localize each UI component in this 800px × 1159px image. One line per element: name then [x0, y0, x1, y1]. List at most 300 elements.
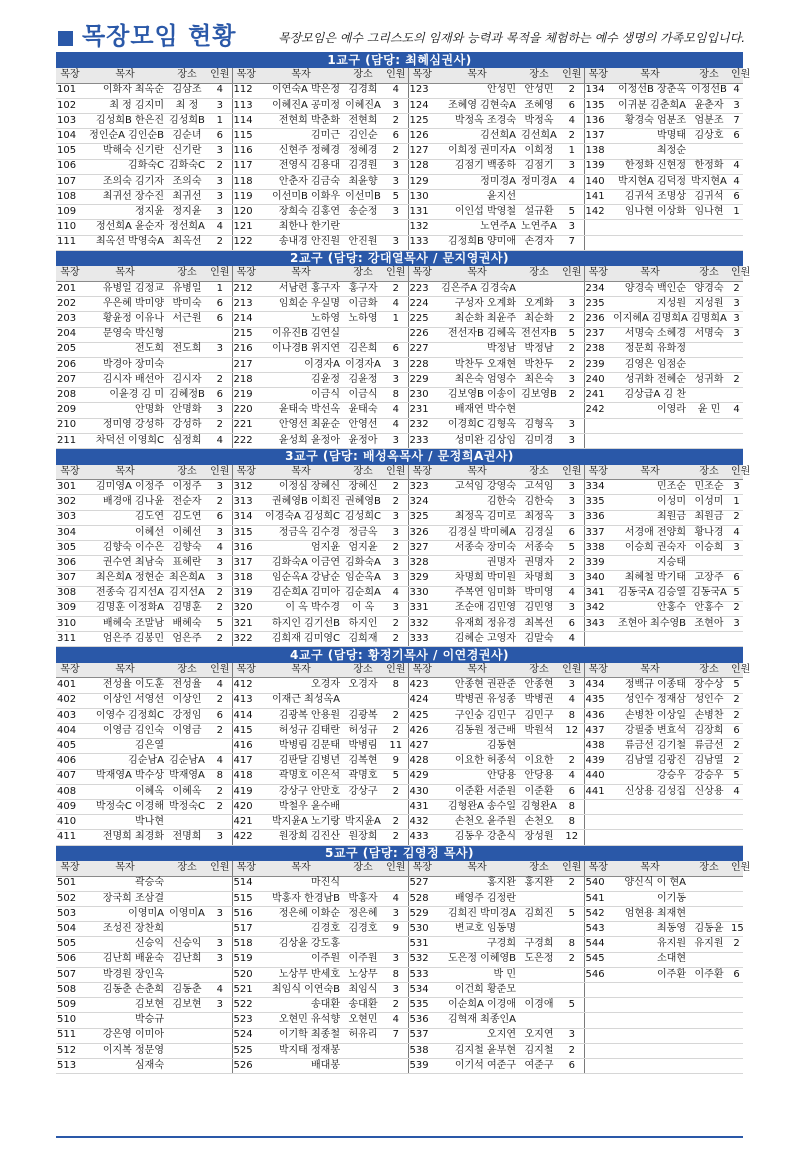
column-header: 목장	[232, 68, 260, 83]
member-count: 5	[384, 769, 408, 784]
meeting-place: 김인순	[342, 129, 384, 144]
member-count: 2	[384, 708, 408, 723]
group-number: 321	[232, 616, 260, 631]
meeting-place: 김광복	[342, 708, 384, 723]
group-number: 223	[408, 281, 436, 296]
member-count: 1	[560, 144, 584, 159]
group-number: 125	[408, 114, 436, 129]
column-header: 목자	[260, 663, 342, 678]
member-count: 4	[208, 983, 232, 998]
column-header-row	[56, 465, 743, 480]
meeting-place	[518, 190, 560, 205]
column-header: 목장	[56, 465, 84, 480]
table-row	[56, 769, 743, 784]
column-header: 장소	[166, 465, 208, 480]
member-count: 4	[384, 891, 408, 906]
table-row	[56, 297, 743, 312]
member-count: 1	[730, 205, 743, 220]
meeting-place: 권명자	[518, 556, 560, 571]
meeting-place	[688, 1028, 730, 1043]
leader-names: 문영숙 박신형	[84, 327, 166, 342]
meeting-place: 박미영	[518, 586, 560, 601]
leader-names: 송내경 안진원	[260, 235, 342, 250]
meeting-place: 정선희A	[166, 220, 208, 235]
group-number: 502	[56, 891, 84, 906]
group-number: 329	[408, 571, 436, 586]
group-number: 439	[584, 754, 612, 769]
leader-names: 이경희C 김형옥	[436, 418, 518, 433]
column-header: 목장	[408, 861, 436, 876]
column-header: 목장	[56, 663, 84, 678]
group-number: 207	[56, 373, 84, 388]
member-count: 3	[384, 433, 408, 448]
member-count: 2	[208, 235, 232, 250]
group-number: 408	[56, 784, 84, 799]
meeting-place: 김선희A	[518, 129, 560, 144]
leader-names: 손병찬 이상일	[612, 708, 688, 723]
table-row	[56, 616, 743, 631]
leader-names	[612, 799, 688, 814]
group-number: 238	[584, 342, 612, 357]
group-number: 217	[232, 357, 260, 372]
group-number: 132	[408, 220, 436, 235]
leader-names: 김순희A 김미아	[260, 586, 342, 601]
group-number: 202	[56, 297, 84, 312]
group-number: 520	[232, 967, 260, 982]
meeting-place: 안홍수	[688, 601, 730, 616]
leader-names	[612, 998, 688, 1013]
member-count	[560, 922, 584, 937]
meeting-place: 김지철	[518, 1043, 560, 1058]
leader-names: 이혜옥	[84, 784, 166, 799]
member-count	[560, 1013, 584, 1028]
member-count: 2	[560, 876, 584, 891]
meeting-place: 박정옥	[518, 114, 560, 129]
meeting-place	[166, 815, 208, 830]
leader-names: 우은혜 박미양	[84, 297, 166, 312]
leader-names: 박승규	[84, 1013, 166, 1028]
meeting-place: 전도희	[166, 342, 208, 357]
table-row	[56, 418, 743, 433]
table-row	[56, 815, 743, 830]
meeting-place: 신상용	[688, 784, 730, 799]
leader-names: 최혜철 박기태	[612, 571, 688, 586]
member-count: 4	[208, 754, 232, 769]
meeting-place	[688, 418, 730, 433]
group-number: 427	[408, 739, 436, 754]
group-number: 518	[232, 937, 260, 952]
leader-names: 김동국A 김승열	[612, 586, 688, 601]
meeting-place: 김민구	[518, 708, 560, 723]
leader-names: 정미경A	[436, 174, 518, 189]
meeting-place	[166, 327, 208, 342]
group-number: 305	[56, 540, 84, 555]
leader-names: 지성원	[612, 297, 688, 312]
group-number: 440	[584, 769, 612, 784]
meeting-place: 강상구	[342, 784, 384, 799]
leader-names: 배재연 박수현	[436, 403, 518, 418]
member-count: 8	[384, 678, 408, 693]
meeting-place: 최옥선	[166, 235, 208, 250]
member-count	[208, 1013, 232, 1028]
member-count: 7	[730, 114, 743, 129]
group-number: 117	[232, 159, 260, 174]
meeting-place: 김귀석	[688, 190, 730, 205]
meeting-place: 오지연	[518, 1028, 560, 1043]
group-number: 421	[232, 815, 260, 830]
group-number: 337	[584, 525, 612, 540]
meeting-place: 최정옥	[518, 510, 560, 525]
member-count	[384, 693, 408, 708]
member-count	[730, 433, 743, 448]
leader-names: 신승익	[84, 937, 166, 952]
meeting-place	[688, 983, 730, 998]
group-number: 224	[408, 297, 436, 312]
meeting-place	[688, 815, 730, 830]
leader-names: 윤성희 윤정아	[260, 433, 342, 448]
meeting-place	[166, 876, 208, 891]
leader-names: 구인숭 김민구	[436, 708, 518, 723]
column-header: 목자	[436, 465, 518, 480]
group-number	[584, 1013, 612, 1028]
meeting-place: 전선자B	[518, 327, 560, 342]
meeting-place: 박원석	[518, 724, 560, 739]
member-count: 8	[384, 388, 408, 403]
member-count: 5	[560, 327, 584, 342]
leader-names: 이연숙A 박은정	[260, 83, 342, 98]
member-count: 3	[208, 937, 232, 952]
leader-names: 곽명호 이은석	[260, 769, 342, 784]
member-count: 3	[384, 373, 408, 388]
group-number: 332	[408, 616, 436, 631]
leader-names: 윤지선	[436, 190, 518, 205]
meeting-place: 최순화	[518, 312, 560, 327]
meeting-place	[688, 632, 730, 647]
meeting-place: 김혜정B	[166, 388, 208, 403]
member-count	[384, 220, 408, 235]
member-count: 4	[384, 83, 408, 98]
meeting-place	[166, 357, 208, 372]
member-count: 4	[730, 174, 743, 189]
leader-names: 이금식	[260, 388, 342, 403]
group-number: 320	[232, 601, 260, 616]
table-row	[56, 159, 743, 174]
group-number: 516	[232, 907, 260, 922]
column-header: 목장	[408, 465, 436, 480]
member-count: 3	[560, 373, 584, 388]
group-number: 546	[584, 967, 612, 982]
group-number: 313	[232, 495, 260, 510]
member-count	[730, 220, 743, 235]
group-number: 233	[408, 433, 436, 448]
column-header: 인원	[730, 266, 743, 281]
meeting-place: 윤태숙	[342, 403, 384, 418]
leader-names: 전성율 이도훈	[84, 678, 166, 693]
title-square-icon	[58, 31, 73, 46]
member-count: 6	[560, 784, 584, 799]
member-count: 2	[208, 724, 232, 739]
column-header: 장소	[518, 861, 560, 876]
page-title: 목장모임 현황	[82, 22, 237, 50]
meeting-place: 최원금	[688, 510, 730, 525]
member-count: 3	[560, 510, 584, 525]
member-count: 3	[208, 830, 232, 845]
leader-names: 차덕선 이영희C	[84, 433, 166, 448]
meeting-place: 이혜진A	[342, 98, 384, 113]
group-number: 225	[408, 312, 436, 327]
column-header: 목자	[84, 663, 166, 678]
member-count: 1	[384, 312, 408, 327]
group-number: 527	[408, 876, 436, 891]
meeting-place: 김순남A	[166, 754, 208, 769]
meeting-place: 김시자	[166, 373, 208, 388]
member-count: 12	[560, 830, 584, 845]
leader-names	[612, 1028, 688, 1043]
table-row	[56, 388, 743, 403]
leader-names: 이선미B 이화우	[260, 190, 342, 205]
group-number: 105	[56, 144, 84, 159]
meeting-place: 성인수	[688, 693, 730, 708]
roster-table-wrap	[56, 52, 751, 1074]
column-header: 인원	[384, 68, 408, 83]
group-number: 142	[584, 205, 612, 220]
meeting-place: 김남열	[688, 754, 730, 769]
meeting-place: 김희재	[342, 632, 384, 647]
meeting-place: 이경애	[518, 998, 560, 1013]
leader-names: 김희진 박미경A	[436, 907, 518, 922]
member-count: 4	[560, 632, 584, 647]
member-count: 4	[384, 297, 408, 312]
column-header: 목자	[436, 68, 518, 83]
group-number: 121	[232, 220, 260, 235]
member-count	[730, 876, 743, 891]
group-number: 237	[584, 327, 612, 342]
leader-names: 최순화 최윤주	[436, 312, 518, 327]
leader-names: 이화자 최옥순	[84, 83, 166, 98]
member-count: 4	[384, 403, 408, 418]
group-number: 322	[232, 632, 260, 647]
meeting-place: 김성희B	[166, 114, 208, 129]
table-row	[56, 205, 743, 220]
member-count: 6	[560, 616, 584, 631]
group-number: 104	[56, 129, 84, 144]
leader-names: 최동영	[612, 922, 688, 937]
leader-names: 김향숙 이수은	[84, 540, 166, 555]
member-count: 2	[730, 937, 743, 952]
table-row	[56, 784, 743, 799]
leader-names: 노연주A	[436, 220, 518, 235]
member-count: 4	[208, 83, 232, 98]
group-number: 212	[232, 281, 260, 296]
group-number: 506	[56, 952, 84, 967]
meeting-place: 표혜란	[166, 556, 208, 571]
group-number: 420	[232, 799, 260, 814]
member-count: 3	[384, 159, 408, 174]
meeting-place: 안영선	[342, 418, 384, 433]
meeting-place	[688, 998, 730, 1013]
group-number: 509	[56, 998, 84, 1013]
meeting-place	[688, 907, 730, 922]
table-row	[56, 724, 743, 739]
group-number: 116	[232, 144, 260, 159]
meeting-place: 엄지윤	[342, 540, 384, 555]
member-count: 3	[560, 297, 584, 312]
leader-names: 김정희B 양미애	[436, 235, 518, 250]
leader-names: 김윤정	[260, 373, 342, 388]
meeting-place: 권혜영B	[342, 495, 384, 510]
leader-names: 김화숙A 이금연	[260, 556, 342, 571]
leader-names: 배영주 김정란	[436, 891, 518, 906]
table-row	[56, 907, 743, 922]
member-count	[384, 876, 408, 891]
meeting-place	[342, 220, 384, 235]
member-count	[560, 891, 584, 906]
meeting-place	[688, 433, 730, 448]
group-number: 126	[408, 129, 436, 144]
member-count: 2	[208, 601, 232, 616]
meeting-place: 노상무	[342, 967, 384, 982]
member-count	[384, 327, 408, 342]
meeting-place: 안명화	[166, 403, 208, 418]
column-header-row	[56, 663, 743, 678]
meeting-place: 이 옥	[342, 601, 384, 616]
leader-names: 전영식 김용대	[260, 159, 342, 174]
column-header: 목장	[584, 861, 612, 876]
group-number: 114	[232, 114, 260, 129]
column-header: 목자	[260, 861, 342, 876]
member-count: 2	[208, 495, 232, 510]
meeting-place: 유병일	[166, 281, 208, 296]
column-header: 장소	[688, 266, 730, 281]
group-number: 110	[56, 220, 84, 235]
group-number: 135	[584, 98, 612, 113]
meeting-place	[166, 922, 208, 937]
leader-names: 최한나 한기란	[260, 220, 342, 235]
group-number: 133	[408, 235, 436, 250]
meeting-place: 조현아	[688, 616, 730, 631]
group-number: 529	[408, 907, 436, 922]
leader-names	[612, 1043, 688, 1058]
meeting-place	[166, 1058, 208, 1073]
member-count: 3	[208, 525, 232, 540]
meeting-place: 장성원	[518, 830, 560, 845]
leader-names: 김선희A	[436, 129, 518, 144]
member-count: 3	[208, 998, 232, 1013]
column-header: 목장	[232, 266, 260, 281]
meeting-place: 이준환	[518, 784, 560, 799]
column-header: 인원	[730, 861, 743, 876]
table-row	[56, 556, 743, 571]
member-count: 6	[208, 129, 232, 144]
meeting-place: 최은희A	[166, 571, 208, 586]
group-number: 319	[232, 586, 260, 601]
member-count: 4	[384, 586, 408, 601]
group-number: 519	[232, 952, 260, 967]
group-number: 303	[56, 510, 84, 525]
leader-names: 양경숙 백인순	[612, 281, 688, 296]
leader-names: 이경숙A 김성희C	[260, 510, 342, 525]
group-number: 328	[408, 556, 436, 571]
column-header: 장소	[166, 663, 208, 678]
group-number: 124	[408, 98, 436, 113]
leader-names: 김명훈 이정화A	[84, 601, 166, 616]
leader-names: 안종현 권관준	[436, 678, 518, 693]
member-count: 3	[384, 907, 408, 922]
leader-names: 권명자	[436, 556, 518, 571]
member-count: 3	[384, 235, 408, 250]
member-count: 6	[560, 1058, 584, 1073]
group-number: 119	[232, 190, 260, 205]
leader-names: 강승우	[612, 769, 688, 784]
group-number: 503	[56, 907, 84, 922]
meeting-place: 오경자	[342, 678, 384, 693]
column-header: 목자	[436, 266, 518, 281]
member-count: 5	[560, 205, 584, 220]
member-count: 1	[208, 281, 232, 296]
group-number: 530	[408, 922, 436, 937]
member-count: 6	[384, 342, 408, 357]
leader-names: 윤태숙 박선옥	[260, 403, 342, 418]
column-header: 목장	[232, 465, 260, 480]
column-header: 인원	[560, 663, 584, 678]
group-number: 310	[56, 616, 84, 631]
meeting-place	[518, 1013, 560, 1028]
leader-names: 김한숙	[436, 495, 518, 510]
member-count	[730, 1028, 743, 1043]
group-number: 316	[232, 540, 260, 555]
column-header: 목장	[408, 663, 436, 678]
meeting-place: 김명훈	[166, 601, 208, 616]
leader-names: 마진식	[260, 876, 342, 891]
leader-names: 박홍자 한경남B	[260, 891, 342, 906]
member-count: 2	[208, 632, 232, 647]
member-count	[730, 830, 743, 845]
member-count: 2	[560, 952, 584, 967]
column-header: 인원	[208, 68, 232, 83]
group-number: 505	[56, 937, 84, 952]
meeting-place: 한정화	[688, 159, 730, 174]
group-number: 122	[232, 235, 260, 250]
meeting-place: 박정남	[518, 342, 560, 357]
meeting-place	[518, 739, 560, 754]
group-number: 317	[232, 556, 260, 571]
table-row	[56, 174, 743, 189]
leader-names: 류금선 김기철	[612, 739, 688, 754]
group-number: 428	[408, 754, 436, 769]
group-number: 130	[408, 190, 436, 205]
member-count: 11	[384, 739, 408, 754]
member-count: 3	[208, 952, 232, 967]
meeting-place: 박병권	[518, 693, 560, 708]
leader-names: 노하영	[260, 312, 342, 327]
meeting-place: 안종현	[518, 678, 560, 693]
leader-names: 이준환 서준원	[436, 784, 518, 799]
member-count: 3	[208, 205, 232, 220]
leader-names: 조의숙 김기자	[84, 174, 166, 189]
table-row	[56, 739, 743, 754]
meeting-place: 허성규	[342, 724, 384, 739]
leader-names: 안당용	[436, 769, 518, 784]
meeting-place	[166, 967, 208, 982]
member-count: 3	[730, 480, 743, 495]
leader-names	[612, 815, 688, 830]
leader-names: 장희숙 김홍연	[260, 205, 342, 220]
leader-names: 이건희 황준모	[436, 983, 518, 998]
leader-names: 박재영A 박수상	[84, 769, 166, 784]
meeting-place	[688, 235, 730, 250]
meeting-place: 엄분조	[688, 114, 730, 129]
meeting-place: 이요한	[518, 754, 560, 769]
